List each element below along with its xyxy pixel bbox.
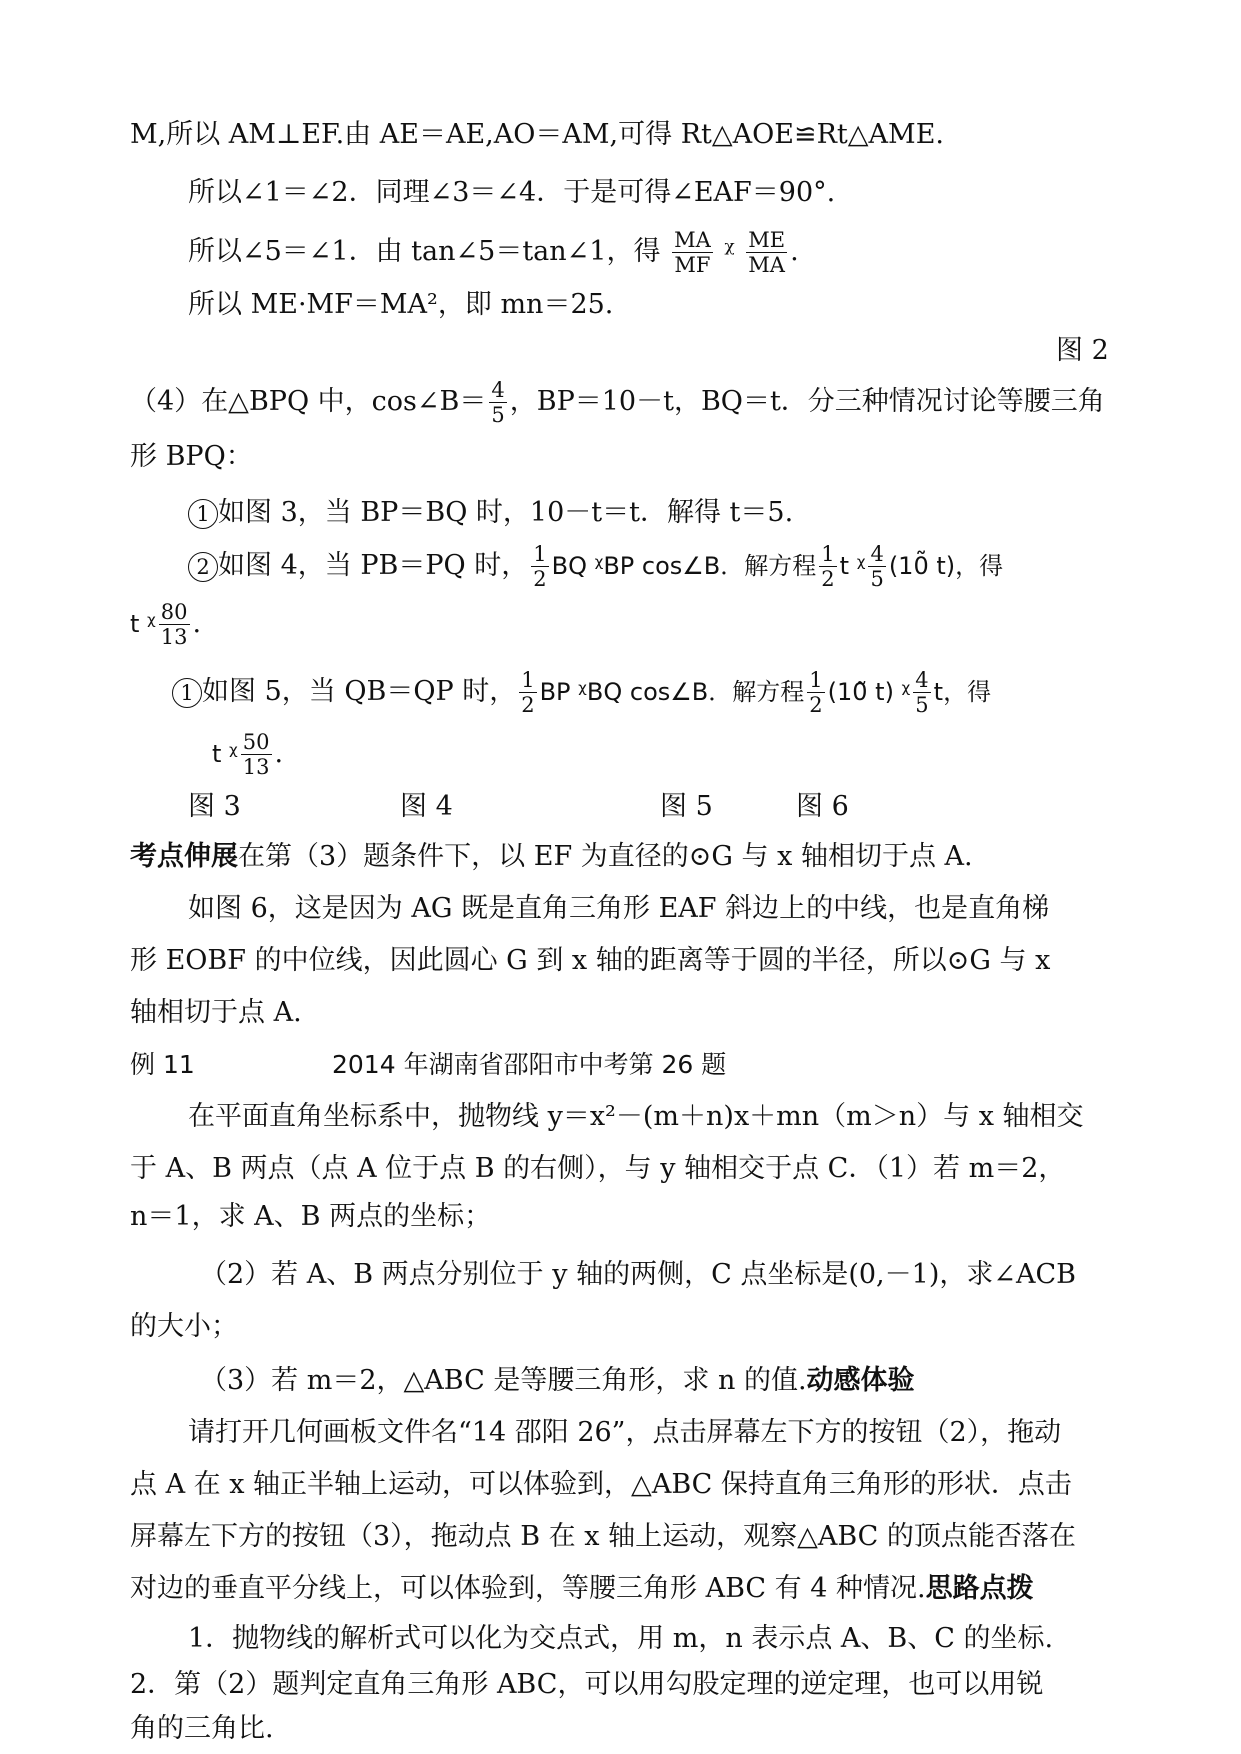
denominator: 2 bbox=[821, 567, 835, 591]
line-text: 形 BPQ： bbox=[130, 441, 253, 472]
fraction bbox=[807, 668, 824, 717]
line-text: 在平面直角坐标系中，抛物线 y＝x²－(m＋n)x＋mn（m＞n）与 x 轴相交 bbox=[188, 1101, 1084, 1132]
line-text: 的大小； bbox=[130, 1311, 238, 1342]
line-text: t ᵡ bbox=[212, 740, 238, 768]
line-text: M,所以 AM⊥EF.由 AE＝AE,AO＝AM,可得 Rt△AOE≌Rt△AME. bbox=[130, 119, 944, 150]
line-text: 2．第（2）题判定直角三角形 ABC，可以用勾股定理的逆定理，也可以用锐 bbox=[130, 1669, 1044, 1700]
numerator: 4 bbox=[491, 378, 505, 402]
line-text: （3）若 m＝2，△ABC 是等腰三角形，求 n 的值. bbox=[200, 1365, 807, 1396]
figure-caption: 图 3 bbox=[188, 791, 241, 822]
text-line bbox=[130, 600, 201, 649]
example-number: 例 11 bbox=[130, 1050, 195, 1079]
numerator: 4 bbox=[870, 542, 884, 566]
text-line bbox=[212, 730, 283, 779]
text-line bbox=[130, 1712, 274, 1746]
numerator: 1 bbox=[821, 542, 835, 566]
line-text: 1．抛物线的解析式可以化为交点式，用 m，n 表示点 A、B、C 的坐标. bbox=[188, 1623, 1054, 1654]
line-text: （4）在△BPQ 中，cos∠B＝ bbox=[130, 386, 487, 417]
line-text: t，得 bbox=[933, 678, 992, 706]
fraction bbox=[489, 378, 506, 427]
section-heading: 思路点拨 bbox=[925, 1573, 1034, 1604]
figure-caption: 图 5 bbox=[660, 791, 713, 822]
circled-number: 1 bbox=[172, 678, 202, 708]
denominator: 13 bbox=[160, 625, 188, 649]
figure-label bbox=[188, 790, 241, 824]
text-line bbox=[188, 542, 1003, 591]
text-line bbox=[130, 118, 944, 152]
line-text: t ᵡ bbox=[839, 552, 866, 580]
denominator: 2 bbox=[521, 693, 535, 717]
line-text: 在第（3）题条件下，以 EF 为直径的⊙G 与 x 轴相切于点 A. bbox=[238, 841, 973, 872]
text-line bbox=[130, 944, 1050, 978]
line-text: 如图 4，当 PB＝PQ 时， bbox=[218, 550, 529, 581]
line-text: BP ᵡBQ cos∠B．解方程 bbox=[539, 678, 805, 706]
figure-caption: 图 6 bbox=[796, 791, 849, 822]
numerator: 1 bbox=[809, 668, 823, 692]
line-text: 所以∠1＝∠2．同理∠3＝∠4．于是可得∠EAF＝90°. bbox=[188, 177, 836, 208]
text-line bbox=[188, 1416, 1061, 1450]
text-line bbox=[188, 1100, 1084, 1134]
numerator: ME bbox=[748, 228, 786, 252]
line-text: BQ ᵡBP cos∠B．解方程 bbox=[551, 552, 817, 580]
text-line bbox=[130, 440, 253, 474]
denominator: MF bbox=[674, 253, 711, 277]
text-line bbox=[130, 1310, 238, 1344]
numerator: 1 bbox=[533, 542, 547, 566]
line-text: t ᵡ bbox=[130, 610, 156, 638]
denominator: 2 bbox=[533, 567, 547, 591]
text-line bbox=[130, 1152, 1065, 1186]
fraction bbox=[531, 542, 548, 591]
text-line bbox=[130, 840, 973, 874]
line-text: （2）若 A、B 两点分别位于 y 轴的两侧，C 点坐标是(0,－1)，求∠ACB bbox=[200, 1259, 1076, 1290]
section-heading: 动感体验 bbox=[806, 1365, 915, 1396]
line-text: (10̃ t) ᵡ bbox=[827, 678, 911, 706]
example-heading bbox=[130, 1048, 195, 1082]
fraction bbox=[913, 668, 930, 717]
text-line bbox=[188, 1622, 1053, 1656]
period: . bbox=[790, 236, 799, 267]
line-text: 所以 ME·MF＝MA²，即 mn＝25. bbox=[188, 289, 614, 320]
text-line bbox=[130, 996, 302, 1030]
numerator: 4 bbox=[915, 668, 929, 692]
line-text: 角的三角比. bbox=[130, 1713, 274, 1744]
denominator: MA bbox=[748, 253, 785, 277]
text-line bbox=[188, 228, 799, 277]
numerator: 80 bbox=[160, 600, 188, 624]
fraction bbox=[868, 542, 885, 591]
denominator: 13 bbox=[242, 755, 270, 779]
figure-label bbox=[400, 790, 453, 824]
circled-number: 1 bbox=[188, 499, 218, 529]
figure-label bbox=[660, 790, 713, 824]
line-text: 点 A 在 x 轴正半轴上运动，可以体验到，△ABC 保持直角三角形的形状．点击 bbox=[130, 1469, 1072, 1500]
example-source bbox=[332, 1048, 726, 1082]
period: . bbox=[274, 738, 284, 769]
text-line bbox=[130, 1468, 1072, 1502]
line-text: (10̃ t)，得 bbox=[888, 552, 1004, 580]
fraction bbox=[159, 600, 190, 649]
numerator: 1 bbox=[521, 668, 535, 692]
text-line bbox=[130, 1668, 1043, 1702]
figure-caption: 图 4 bbox=[400, 791, 453, 822]
line-text: 对边的垂直平分线上，可以体验到，等腰三角形 ABC 有 4 种情况. bbox=[130, 1573, 926, 1604]
text-line bbox=[188, 176, 835, 210]
numerator: 50 bbox=[242, 730, 270, 754]
text-line bbox=[172, 668, 991, 717]
line-text: 如图 6，这是因为 AG 既是直角三角形 EAF 斜边上的中线，也是直角梯 bbox=[188, 893, 1050, 924]
figure-label bbox=[1056, 334, 1109, 368]
text-line bbox=[188, 496, 793, 530]
fraction bbox=[241, 730, 272, 779]
fraction bbox=[819, 542, 836, 591]
denominator: 5 bbox=[491, 403, 505, 427]
text-line bbox=[188, 892, 1049, 926]
figure-caption: 图 2 bbox=[1056, 335, 1109, 366]
line-text: 如图 5，当 QB＝QP 时， bbox=[202, 676, 517, 707]
period: . bbox=[192, 608, 202, 639]
line-text: 所以∠5＝∠1．由 tan∠5＝tan∠1，得 bbox=[188, 236, 661, 267]
numerator: MA bbox=[674, 228, 711, 252]
line-text: 于 A、B 两点（点 A 位于点 B 的右侧），与 y 轴相交于点 C．（1）若 m＝2， bbox=[130, 1153, 1066, 1184]
figure-label bbox=[796, 790, 849, 824]
line-text: 形 EOBF 的中位线，因此圆心 G 到 x 轴的距离等于圆的半径，所以⊙G 与 x bbox=[130, 945, 1051, 976]
denominator: 5 bbox=[915, 693, 929, 717]
text-line bbox=[188, 288, 613, 322]
line-text: 屏幕左下方的按钮（3），拖动点 B 在 x 轴上运动，观察△ABC 的顶点能否落在 bbox=[130, 1521, 1076, 1552]
example-source-text: 2014 年湖南省邵阳市中考第 26 题 bbox=[332, 1050, 727, 1079]
text-line bbox=[130, 1520, 1076, 1554]
text-line bbox=[130, 378, 1105, 427]
section-heading: 考点伸展 bbox=[130, 841, 238, 872]
fraction bbox=[746, 228, 787, 277]
text-line bbox=[200, 1364, 915, 1398]
text-line bbox=[130, 1572, 1034, 1606]
fraction bbox=[519, 668, 536, 717]
circled-number: 2 bbox=[188, 552, 218, 582]
line-text: n＝1，求 A、B 两点的坐标； bbox=[130, 1201, 492, 1232]
line-text: 轴相切于点 A. bbox=[130, 997, 302, 1028]
denominator: 5 bbox=[870, 567, 884, 591]
line-text: 请打开几何画板文件名“14 邵阳 26”，点击屏幕左下方的按钮（2），拖动 bbox=[188, 1417, 1062, 1448]
line-text: 如图 3，当 BP＝BQ 时，10－t＝t．解得 t＝5. bbox=[218, 497, 794, 528]
text-line bbox=[130, 1200, 491, 1234]
denominator: 2 bbox=[809, 693, 823, 717]
garbled-symbol: ᵡ bbox=[724, 236, 735, 267]
line-text: ，BP＝10－t，BQ＝t．分三种情况讨论等腰三角 bbox=[509, 386, 1105, 417]
fraction bbox=[672, 228, 713, 277]
text-line bbox=[200, 1258, 1076, 1292]
